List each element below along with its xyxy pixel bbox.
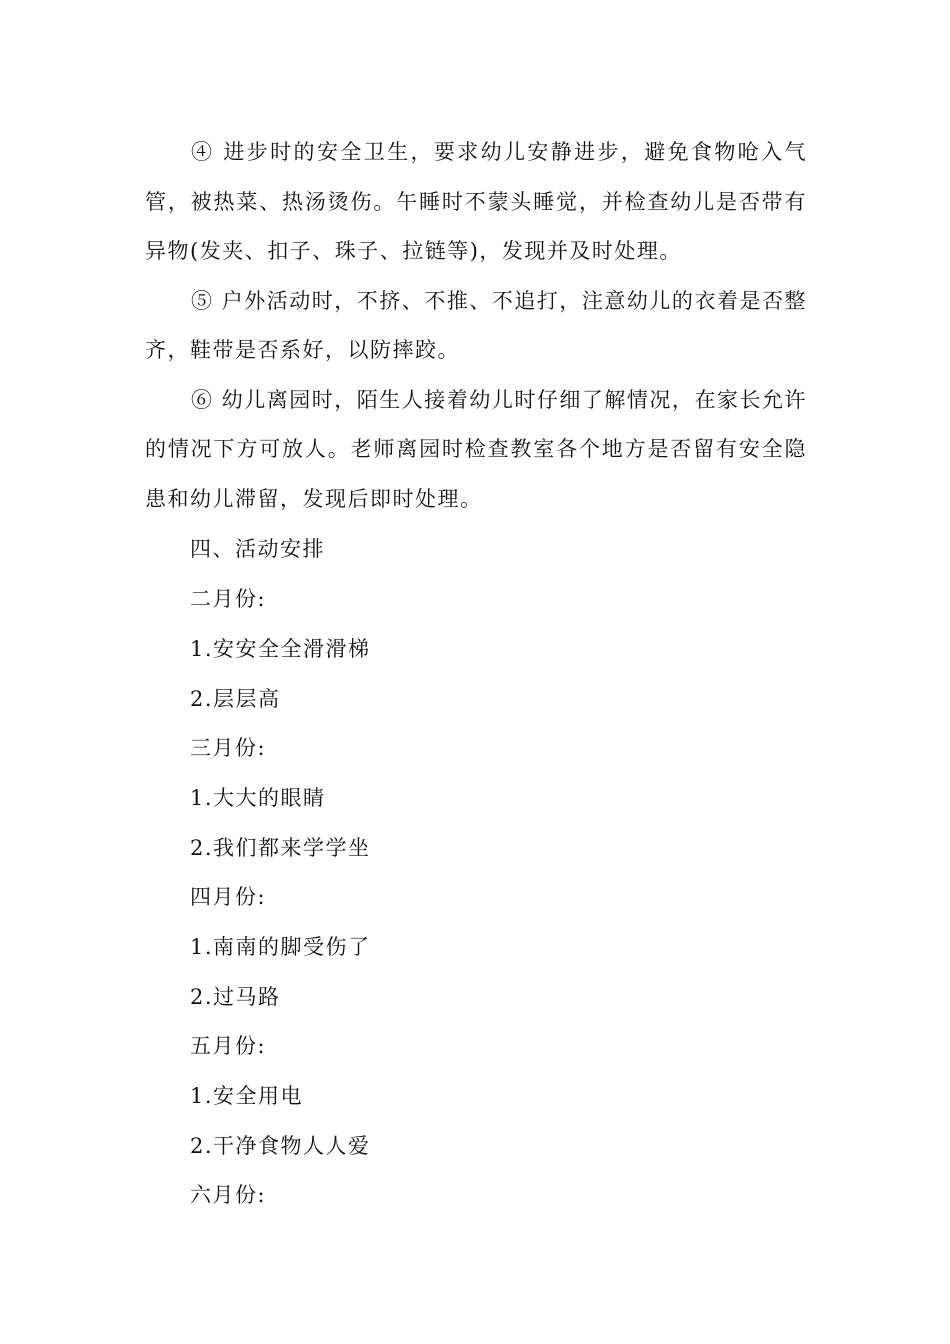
- list-item: 1.安全用电: [190, 1084, 304, 1108]
- list-item: 2.干净食物人人爱: [190, 1134, 371, 1158]
- month-label-may: 五月份:: [190, 1034, 267, 1058]
- list-item: 2.我们都来学学坐: [190, 836, 371, 860]
- month-label-march: 三月份:: [190, 736, 267, 760]
- paragraph-outdoor-safety: ⑤ 户外活动时，不挤、不推、不追打，注意幼儿的衣着是否整齐，鞋带是否系好，以防摔跤。: [145, 288, 807, 362]
- month-label-april: 四月份:: [190, 885, 267, 909]
- list-item: 1.南南的脚受伤了: [190, 935, 371, 959]
- month-label-june: 六月份:: [190, 1183, 267, 1207]
- list-item: 1.大大的眼睛: [190, 786, 326, 810]
- month-label-february: 二月份:: [190, 587, 267, 611]
- list-item: 2.过马路: [190, 985, 281, 1009]
- safety-paragraphs: [145, 128, 807, 524]
- list-item: 1.安安全全滑滑梯: [190, 637, 371, 661]
- list-item: 2.层层高: [190, 687, 281, 711]
- section-heading: 四、活动安排: [190, 537, 325, 561]
- paragraph-departure-safety: ⑥ 幼儿离园时，陌生人接着幼儿时仔细了解情况，在家长允许的情况下方可放人。老师离园时检查教室各个地方是否留有安全隐患和幼儿滞留，发现后即时处理。: [145, 387, 807, 511]
- paragraph-meal-nap-safety: ④ 进步时的安全卫生，要求幼儿安静进步，避免食物呛入气管，被热菜、热汤烫伤。午睡时不蒙头睡觉，并检查幼儿是否带有异物(发夹、扣子、珠子、拉链等)，发现并及时处理。: [145, 140, 807, 263]
